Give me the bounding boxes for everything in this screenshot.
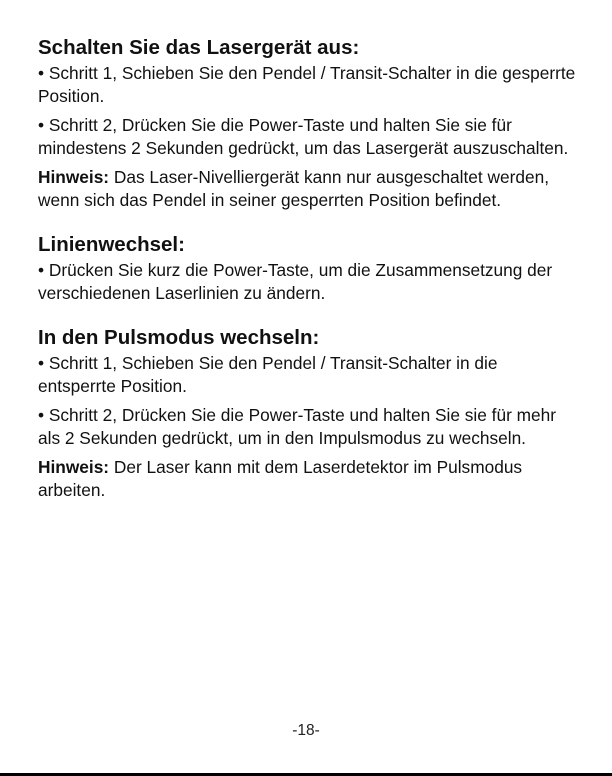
- step-paragraph: • Schritt 1, Schieben Sie den Pendel / Transit-Schalter in die entsperrte Position.: [38, 353, 498, 396]
- section-heading: Schalten Sie das Lasergerät aus:: [38, 36, 360, 59]
- section-heading: Linienwechsel:: [38, 233, 185, 256]
- section-heading: In den Pulsmodus wechseln:: [38, 326, 320, 349]
- note-paragraph: [38, 456, 578, 501]
- note-text: Das Laser-Nivelliergerät kann nur ausgeschaltet werden, wenn sich das Pendel in seiner gesperrten Position befindet.: [38, 167, 550, 210]
- section-turn-off: [38, 36, 578, 211]
- step-paragraph: • Drücken Sie kurz die Power-Taste, um die Zusammensetzung der verschiedenen Laserlinien zu ändern.: [38, 260, 553, 303]
- note-label: Hinweis:: [38, 167, 110, 187]
- note-text: Der Laser kann mit dem Laserdetektor im Pulsmodus arbeiten.: [38, 457, 523, 500]
- note-label: Hinweis:: [38, 457, 110, 477]
- step-paragraph: • Schritt 2, Drücken Sie die Power-Taste und halten Sie sie für mindestens 2 Sekunden gedrückt, um das Lasergerät auszuschalten.: [38, 115, 569, 158]
- note-paragraph: [38, 166, 578, 211]
- section-line-change: [38, 233, 578, 304]
- document-page: [38, 36, 578, 523]
- section-pulse-mode: [38, 326, 578, 501]
- step-paragraph: • Schritt 1, Schieben Sie den Pendel / Transit-Schalter in die gesperrte Position.: [38, 63, 576, 106]
- page-number: -18-: [292, 722, 320, 739]
- step-paragraph: • Schritt 2, Drücken Sie die Power-Taste und halten Sie sie für mehr als 2 Sekunden gedrückt, um in den Impulsmodus zu wechseln.: [38, 405, 557, 448]
